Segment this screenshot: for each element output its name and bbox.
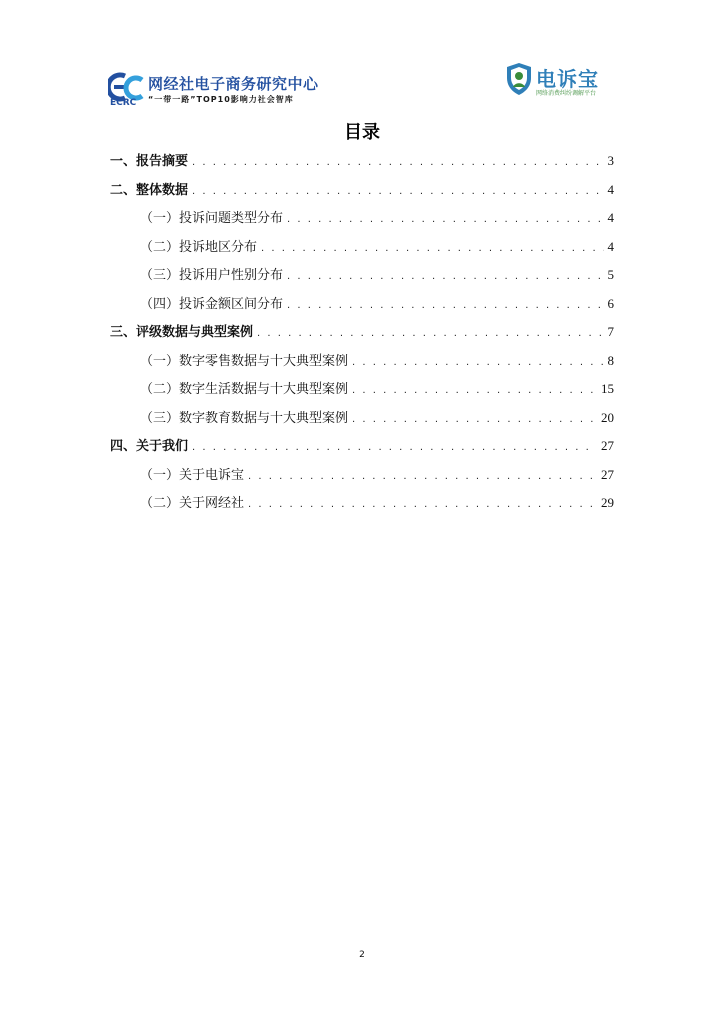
toc-entry-label: （一）投诉问题类型分布 bbox=[140, 211, 284, 226]
toc-dot-leader bbox=[192, 181, 603, 203]
toc-entry-page: 15 bbox=[601, 381, 614, 396]
toc-entry-label: （四）投诉金额区间分布 bbox=[140, 296, 284, 312]
shield-icon bbox=[505, 62, 533, 96]
toc-entry-label: 三、评级数据与典型案例 bbox=[110, 325, 254, 340]
toc-entry[interactable] bbox=[110, 264, 614, 286]
toc-entry-page: 27 bbox=[601, 438, 614, 453]
dianshubao-subtitle: 网络消费纠纷调解平台 bbox=[536, 90, 597, 97]
toc-entry-page: 4 bbox=[607, 238, 614, 254]
toc-entry[interactable] bbox=[110, 492, 614, 514]
toc-dot-leader bbox=[287, 209, 603, 231]
dianshubao-logo bbox=[505, 62, 620, 102]
toc-dot-leader bbox=[248, 466, 597, 488]
toc-entry[interactable] bbox=[110, 293, 614, 315]
page-header bbox=[0, 0, 724, 115]
toc-entry-page: 6 bbox=[607, 295, 614, 311]
toc-entry-page: 4 bbox=[607, 210, 614, 225]
toc-entry-label: （二）数字生活数据与十大典型案例 bbox=[140, 382, 349, 397]
toc-dot-leader bbox=[352, 409, 597, 431]
toc-entry[interactable] bbox=[110, 350, 614, 372]
toc-entry[interactable] bbox=[110, 321, 614, 343]
toc-dot-leader bbox=[287, 295, 603, 317]
ecrc-title: 网经社电子商务研究中心 bbox=[148, 75, 319, 93]
toc-dot-leader bbox=[352, 380, 597, 402]
toc-entry[interactable] bbox=[110, 179, 614, 201]
toc-dot-leader bbox=[248, 494, 597, 516]
toc-dot-leader bbox=[192, 437, 597, 459]
toc-entry-page: 20 bbox=[601, 409, 614, 425]
ecrc-mark-text: ECRC bbox=[110, 98, 137, 108]
toc-entry-page: 7 bbox=[607, 324, 614, 339]
dianshubao-title: 电诉宝 bbox=[536, 67, 599, 91]
toc-entry-page: 3 bbox=[607, 153, 614, 168]
toc-entry-label: 四、关于我们 bbox=[110, 439, 189, 454]
toc-entry-label: 二、整体数据 bbox=[110, 182, 189, 198]
toc-entry-page: 5 bbox=[607, 267, 614, 282]
toc-entry[interactable] bbox=[110, 407, 614, 429]
toc-dot-leader bbox=[352, 352, 603, 374]
ecrc-subtitle: “一带一路”TOP10影响力社会智库 bbox=[148, 95, 294, 104]
toc-entry-page: 27 bbox=[601, 466, 614, 482]
toc-entry-page: 29 bbox=[601, 495, 614, 510]
toc-entry[interactable] bbox=[110, 378, 614, 400]
toc-entry-label: （三）投诉用户性别分布 bbox=[140, 268, 284, 283]
toc-entry[interactable] bbox=[110, 435, 614, 457]
ecrc-logo bbox=[108, 72, 318, 112]
page-number: 2 bbox=[359, 950, 365, 960]
toc-entry-label: （一）数字零售数据与十大典型案例 bbox=[140, 353, 349, 369]
toc-entry-page: 8 bbox=[607, 352, 614, 368]
toc-entry-page: 4 bbox=[607, 181, 614, 197]
toc-entry-label: （三）数字教育数据与十大典型案例 bbox=[140, 410, 349, 426]
toc-entry[interactable] bbox=[110, 464, 614, 486]
toc-title: 目录 bbox=[344, 122, 380, 143]
toc-entry[interactable] bbox=[110, 150, 614, 172]
toc-entry[interactable] bbox=[110, 207, 614, 229]
toc-entry-label: （二）投诉地区分布 bbox=[140, 239, 258, 255]
toc-entry[interactable] bbox=[110, 236, 614, 258]
toc-dot-leader bbox=[192, 152, 603, 174]
toc-entry-label: （一）关于电诉宝 bbox=[140, 467, 245, 483]
toc-entry-label: 一、报告摘要 bbox=[110, 154, 189, 169]
toc-dot-leader bbox=[261, 238, 603, 260]
toc-dot-leader bbox=[287, 266, 603, 288]
toc-entry-label: （二）关于网经社 bbox=[140, 496, 245, 511]
toc-dot-leader bbox=[257, 323, 603, 345]
